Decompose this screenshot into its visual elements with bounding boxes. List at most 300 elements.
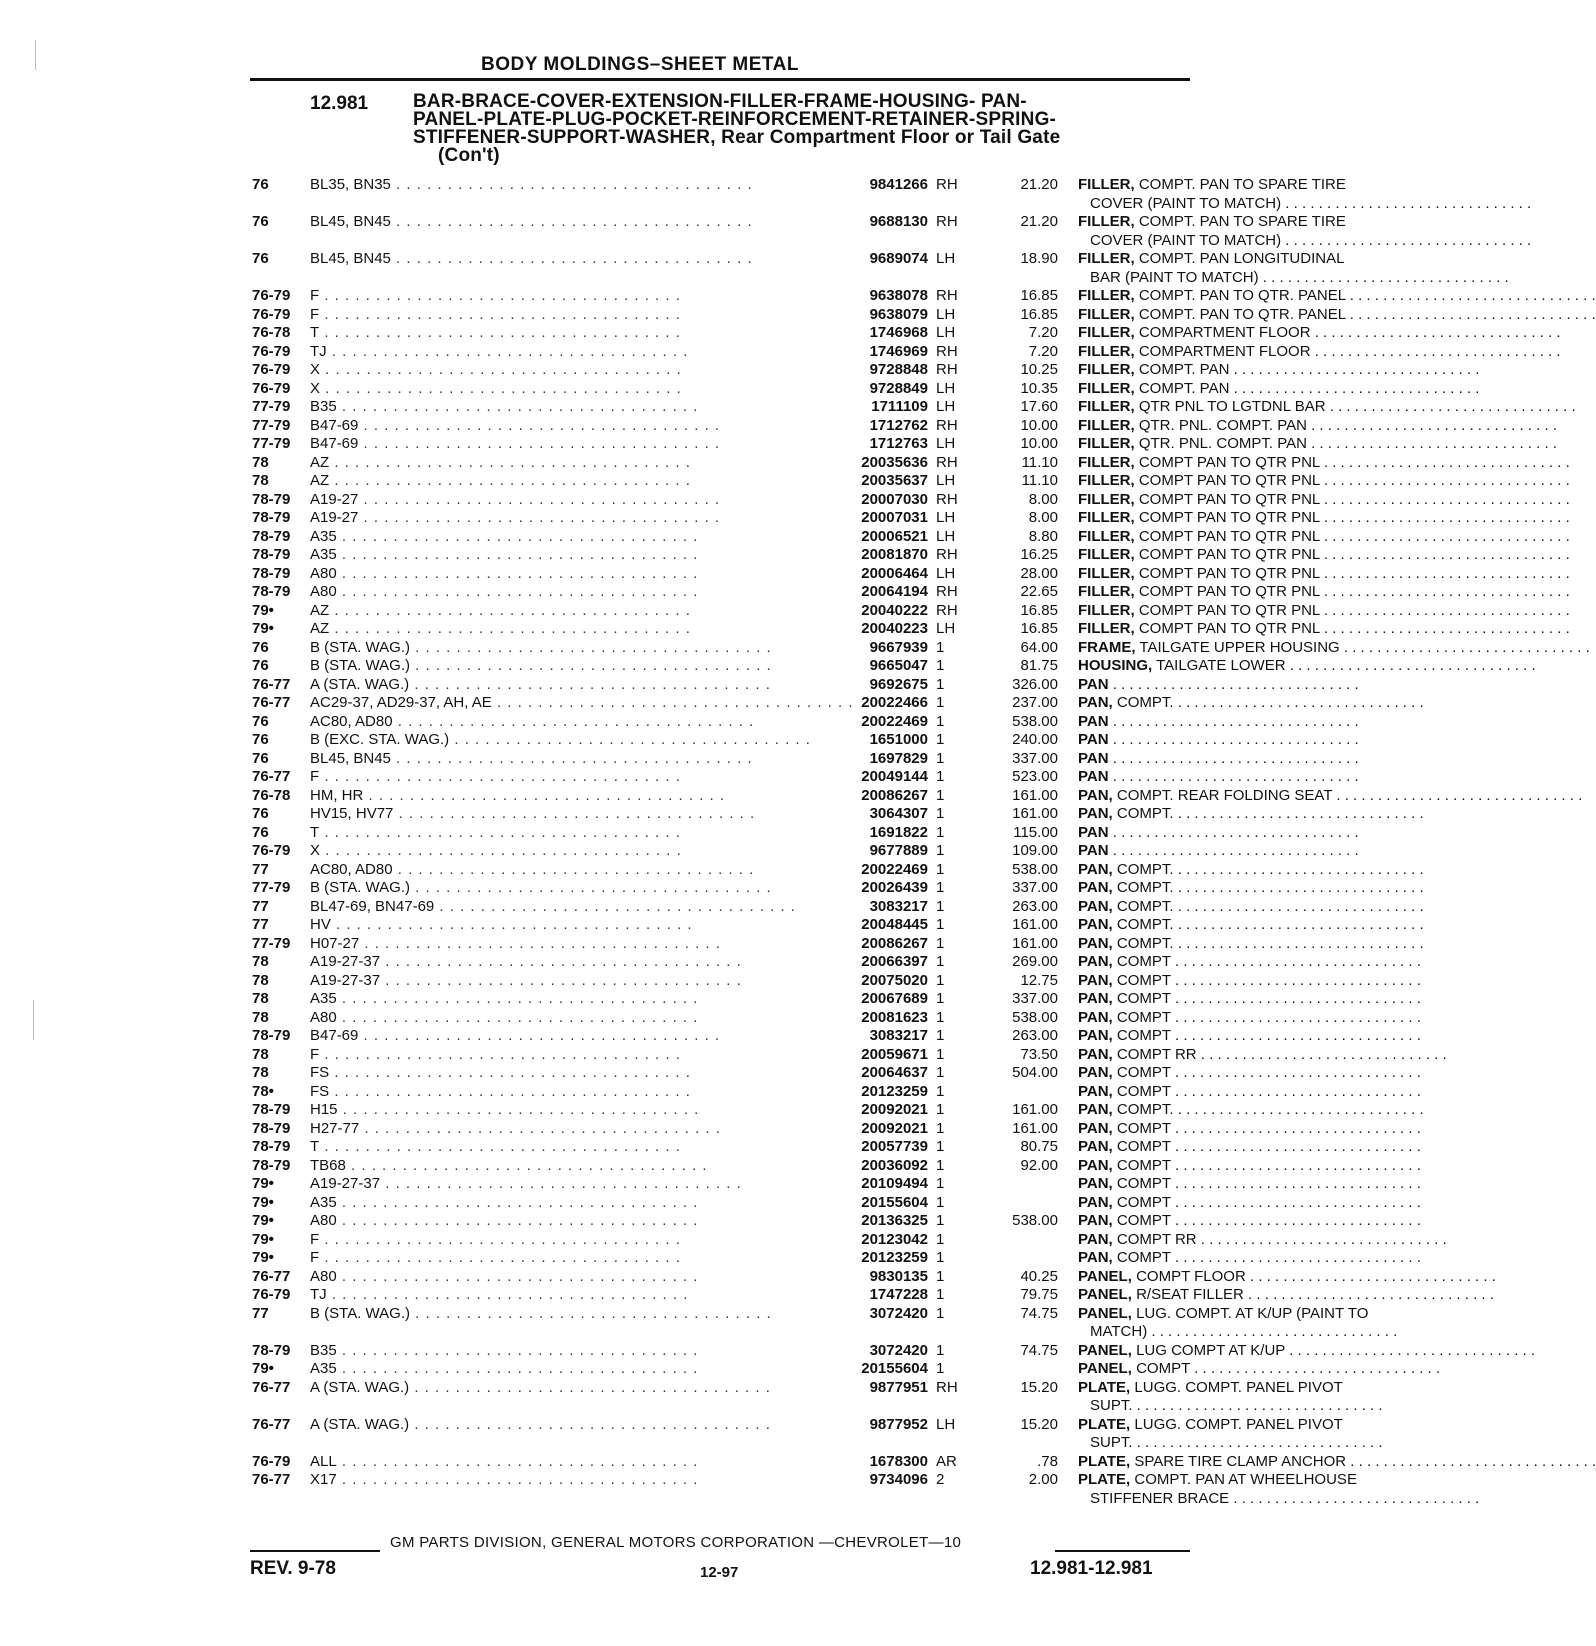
model-cell [310, 324, 810, 343]
table-row [252, 1360, 1441, 1379]
table-row [252, 712, 1359, 732]
price: 16.85 [1020, 287, 1058, 304]
leader-dots: . . . . . . . . . . . . . . . . . . . . . . . . . . . . . . [1319, 546, 1570, 563]
leader-dots: . . . . . . . . . . . . . . . . . . . . . . . . . . . . . . . . . . . [336, 1360, 699, 1377]
leader-dots: . . . . . . . . . . . . . . . . . . . . . . . . . . . . . . [1243, 1286, 1494, 1303]
table-row [252, 1230, 1447, 1250]
leader-dots: . . . . . . . . . . . . . . . . . . . . . . . . . . . . . . . . . . . [392, 712, 755, 730]
item-name: PAN, [1078, 1193, 1113, 1211]
quantity: 1 [936, 1193, 945, 1211]
model-code: A19-27 [310, 490, 359, 508]
quantity: 1 [936, 1341, 945, 1359]
model-year: 78 [252, 953, 269, 970]
model-code: X [310, 379, 321, 397]
table-row [252, 1101, 1424, 1120]
item-name: FILLER, [1078, 324, 1135, 341]
part-number: 20007030 [861, 490, 928, 508]
leader-dots: . . . . . . . . . . . . . . . . . . . . . . . . . . . . . . . . . . . [345, 1156, 708, 1174]
item-name: FILLER, [1078, 490, 1135, 508]
description-text: COMPT [1116, 1138, 1171, 1155]
description-text: COMPT. [1116, 916, 1174, 933]
model-year: 76-77 [252, 1415, 291, 1433]
description [1078, 250, 1509, 287]
description [1078, 1416, 1444, 1453]
quantity: LH [936, 527, 956, 545]
leader-dots: . . . . . . . . . . . . . . . . . . . . . . . . . . . . . . . . . . . [409, 675, 771, 693]
description [1078, 1305, 1444, 1342]
description-line [1078, 342, 1561, 362]
price: 538.00 [1012, 860, 1058, 878]
description [1078, 768, 1444, 787]
model-year: 76 [252, 250, 269, 267]
description-text: COMPT RR [1116, 1230, 1197, 1248]
leader-dots: . . . . . . . . . . . . . . . . . . . . . . . . . . . . . . [1170, 1138, 1421, 1155]
description [1078, 527, 1570, 547]
leader-dots: . . . . . . . . . . . . . . . . . . . . . . . . . . . . . . [1170, 971, 1421, 989]
description [1078, 1212, 1444, 1231]
quantity: RH [936, 416, 958, 434]
description-line [1078, 786, 1583, 806]
table-row [252, 509, 1570, 528]
model-year: 79• [252, 1212, 274, 1229]
quantity: 2 [936, 1471, 945, 1488]
model-year: 77-79 [252, 435, 291, 452]
quantity: 1 [936, 805, 945, 822]
quantity: 1 [936, 1082, 945, 1100]
quantity: LH [936, 620, 956, 637]
model-code: A35 [310, 1360, 337, 1377]
item-name: FRAME, [1078, 638, 1136, 656]
model-code: TB68 [310, 1156, 346, 1174]
quantity: LH [936, 379, 956, 397]
description-line [1078, 1286, 1494, 1305]
leader-dots: . . . . . . . . . . . . . . . . . . . . . . . . . . . . . . [1170, 1027, 1421, 1044]
item-name: PAN, [1078, 916, 1113, 933]
description [1078, 916, 1444, 935]
description [1078, 1286, 1494, 1305]
item-name: FILLER, [1078, 509, 1135, 526]
leader-dots: . . . . . . . . . . . . . . . . . . . . . . . . . . . . . . [1173, 879, 1424, 896]
description-line [1078, 1138, 1444, 1157]
part-number: 1651000 [869, 731, 928, 748]
model-code: H27-77 [310, 1119, 360, 1137]
table-row [252, 620, 1570, 639]
table-row [252, 1267, 1496, 1287]
part-number: 20049144 [861, 768, 928, 785]
leader-dots: . . . . . . . . . . . . . . . . . . . . . . . . . . . . . . [1170, 1212, 1421, 1229]
model-year: 78-79 [252, 1341, 291, 1359]
model-year: 78-79 [252, 546, 291, 563]
model-cell [310, 454, 810, 473]
description-line [1078, 379, 1480, 399]
description-line [1078, 972, 1444, 991]
model-year: 76-79 [252, 842, 291, 859]
price: 8.00 [1028, 490, 1058, 508]
item-name: PAN [1078, 823, 1109, 841]
description-text: LUGG. COMPT. PANEL PIVOT [1134, 1415, 1343, 1433]
description-line [1078, 416, 1557, 436]
part-number: 1678300 [869, 1452, 928, 1470]
model-cell [310, 1360, 810, 1379]
leader-dots: . . . . . . . . . . . . . . . . . . . . . . . . . . . . . . [1285, 1341, 1536, 1359]
part-number: 20067689 [861, 990, 928, 1007]
quantity: RH [936, 342, 958, 360]
model-code: T [310, 324, 320, 341]
description [1078, 620, 1570, 639]
quantity: RH [936, 601, 958, 619]
table-row [252, 527, 1570, 547]
price: 10.35 [1020, 379, 1058, 397]
leader-dots: . . . . . . . . . . . . . . . . . . . . . . . . . . . . . . [1281, 231, 1532, 249]
item-name: PAN, [1078, 1230, 1113, 1248]
model-year: 76 [252, 731, 269, 748]
part-number: 20022469 [861, 712, 928, 730]
price: 263.00 [1012, 1027, 1058, 1044]
part-number: 20136325 [861, 1212, 928, 1229]
table-row [252, 749, 1359, 769]
description-line [1078, 750, 1444, 769]
model-cell [310, 546, 810, 565]
item-name: FILLER, [1078, 361, 1135, 378]
price: 337.00 [1012, 749, 1058, 767]
item-name: PAN, [1078, 1064, 1113, 1081]
table-row [252, 657, 1536, 676]
item-name: FILLER, [1078, 287, 1135, 304]
description-line [1078, 194, 1532, 214]
price: 161.00 [1012, 916, 1058, 933]
description-text: LUG COMPT AT K/UP [1136, 1341, 1286, 1359]
part-number: 1712762 [869, 416, 928, 434]
item-name: FILLER, [1078, 601, 1135, 619]
description-line [1078, 638, 1590, 658]
model-code: A19-27 [310, 509, 359, 526]
part-number: 3064307 [869, 805, 928, 822]
leader-dots: . . . . . . . . . . . . . . . . . . . . . . . . . . . . . . . . . . . [336, 546, 699, 563]
quantity: LH [936, 435, 956, 452]
price: 11.10 [1021, 453, 1058, 471]
description-text: LUGG. COMPT. PANEL PIVOT [1134, 1378, 1343, 1396]
model-code: F [310, 1249, 320, 1266]
table-row [252, 805, 1424, 824]
quantity: RH [936, 361, 958, 378]
item-name: FILLER, [1078, 435, 1135, 452]
model-cell [310, 398, 810, 417]
quantity: LH [936, 564, 956, 582]
description [1078, 416, 1557, 436]
model-code: A35 [310, 1193, 337, 1211]
part-number: 9841266 [869, 176, 928, 193]
item-name: PAN, [1078, 1249, 1113, 1266]
model-year: 76-79 [252, 361, 291, 378]
quantity: RH [936, 583, 958, 600]
description [1078, 1267, 1496, 1287]
model-code: H15 [310, 1101, 338, 1118]
price: 240.00 [1012, 731, 1058, 748]
description [1078, 1045, 1447, 1065]
price: 92.00 [1020, 1156, 1058, 1174]
price: 7.20 [1028, 342, 1058, 360]
model-year: 78-79 [252, 1156, 291, 1174]
model-cell [310, 361, 810, 380]
item-name: FILLER, [1078, 472, 1135, 489]
description [1078, 1064, 1444, 1083]
model-cell [310, 250, 810, 269]
description-line [1078, 805, 1444, 824]
description-line [1078, 1027, 1444, 1046]
model-cell [310, 343, 810, 362]
description [1078, 472, 1570, 491]
description-line [1078, 435, 1557, 454]
table-row [252, 416, 1557, 436]
table-row [252, 1415, 1383, 1453]
part-number: 20081623 [861, 1008, 928, 1026]
leader-dots: . . . . . . . . . . . . . . . . . . . . . . . . . . . . . . [1345, 287, 1596, 304]
leader-dots: . . . . . . . . . . . . . . . . . . . . . . . . . . . . . . [1196, 1230, 1447, 1248]
leader-dots: . . . . . . . . . . . . . . . . . . . . . . . . . . . . . . [1306, 416, 1557, 434]
leader-dots: . . . . . . . . . . . . . . . . . . . . . . . . . . . . . . . . . . . [336, 564, 699, 582]
description-line [1078, 935, 1444, 954]
table-row [252, 379, 1480, 399]
model-cell [310, 1268, 810, 1287]
leader-dots: . . . . . . . . . . . . . . . . . . . . . . . . . . . . . . [1310, 324, 1561, 341]
price: 16.25 [1020, 546, 1058, 563]
model-code: A35 [310, 527, 337, 545]
description [1078, 824, 1444, 843]
quantity: LH [936, 1415, 956, 1433]
quantity: 1 [936, 768, 945, 785]
description-line [1078, 1397, 1444, 1416]
model-year: 78-79 [252, 1027, 291, 1044]
leader-dots: . . . . . . . . . . . . . . . . . . . . . . . . . . . . . . . . . . . [409, 1415, 771, 1433]
item-name: FILLER, [1078, 583, 1135, 600]
description [1078, 1471, 1480, 1508]
description-line [1078, 324, 1561, 343]
model-code: B47-69 [310, 435, 359, 452]
description-text: COMPT PAN TO QTR PNL [1138, 453, 1320, 471]
description-line [1078, 731, 1444, 750]
quantity: LH [936, 398, 956, 415]
description-text: COMPT. PAN LONGITUDINAL [1138, 250, 1345, 267]
model-cell [310, 1120, 810, 1139]
part-number: 20109494 [861, 1175, 928, 1192]
leader-dots: . . . . . . . . . . . . . . . . . . . . . . . . . . . . . . . . . . . [359, 934, 721, 952]
description [1078, 1230, 1447, 1250]
description-line [1078, 1452, 1596, 1472]
quantity: 1 [936, 1360, 945, 1377]
description [1078, 1120, 1444, 1139]
model-year: 76-78 [252, 786, 291, 804]
price: 15.20 [1020, 1378, 1058, 1396]
part-number: 20036092 [861, 1156, 928, 1174]
description-text: STIFFENER BRACE [1090, 1489, 1230, 1507]
description-line [1078, 842, 1444, 861]
description [1078, 750, 1444, 769]
model-code: B (STA. WAG.) [310, 879, 410, 896]
description-line [1078, 1360, 1444, 1379]
table-row [252, 953, 1421, 972]
page-title: BODY MOLDINGS–SHEET METAL [481, 54, 799, 75]
description [1078, 861, 1444, 880]
item-name: PANEL, [1078, 1304, 1132, 1322]
part-number: 20048445 [861, 916, 928, 933]
model-code: B35 [310, 1341, 337, 1359]
price: 18.90 [1020, 250, 1058, 267]
description [1078, 898, 1444, 917]
description-text: COMPT [1116, 1082, 1171, 1100]
section-title-line: (Con't) [438, 145, 500, 166]
item-name: PAN, [1078, 694, 1113, 711]
description-text: COMPT. PAN TO QTR. PANEL [1138, 305, 1346, 323]
price: 326.00 [1012, 675, 1058, 693]
leader-dots: . . . . . . . . . . . . . . . . . . . . . . . . . . . . . . [1285, 657, 1536, 674]
model-cell [310, 287, 810, 306]
leader-dots: . . . . . . . . . . . . . . . . . . . . . . . . . . . . . . [1170, 1175, 1421, 1192]
leader-dots: . . . . . . . . . . . . . . . . . . . . . . . . . . . . . . [1147, 1323, 1398, 1340]
model-year: 79• [252, 1230, 274, 1248]
leader-dots: . . . . . . . . . . . . . . . . . . . . . . . . . . . . . . . . . . . [390, 176, 753, 193]
leader-dots: . . . . . . . . . . . . . . . . . . . . . . . . . . . . . . [1170, 1064, 1421, 1081]
leader-dots: . . . . . . . . . . . . . . . . . . . . . . . . . . . . . . [1346, 1452, 1596, 1470]
price: 161.00 [1012, 805, 1058, 822]
item-name: PAN [1078, 675, 1109, 693]
header-rule [250, 78, 1190, 81]
price: 74.75 [1020, 1304, 1058, 1322]
model-code: A35 [310, 990, 337, 1007]
footer-rule [1055, 1550, 1190, 1552]
quantity: 1 [936, 1249, 945, 1266]
leader-dots: . . . . . . . . . . . . . . . . . . . . . . . . . . . . . . . . . . . [380, 1175, 742, 1192]
item-name: FILLER, [1078, 213, 1135, 230]
quantity: 1 [936, 731, 945, 748]
quantity: 1 [936, 1119, 945, 1137]
leader-dots: . . . . . . . . . . . . . . . . . . . . . . . . . . . . . . [1281, 194, 1532, 212]
leader-dots: . . . . . . . . . . . . . . . . . . . . . . . . . . . . . . [1170, 1008, 1421, 1026]
description-text: COMPT. [1116, 934, 1174, 952]
description-text: COMPT [1116, 1212, 1171, 1229]
model-cell [310, 805, 810, 824]
model-year: 78-79 [252, 1138, 291, 1155]
price: 81.75 [1020, 657, 1058, 674]
part-number: 1746969 [869, 342, 928, 360]
item-name: PAN, [1078, 1119, 1113, 1137]
description-line [1078, 1175, 1444, 1194]
item-name: FILLER, [1078, 379, 1135, 397]
model-cell [310, 676, 810, 695]
description [1078, 842, 1444, 861]
part-number: 20123259 [861, 1249, 928, 1266]
model-cell [310, 509, 810, 528]
leader-dots: . . . . . . . . . . . . . . . . . . . . . . . . . . . . . . [1189, 1360, 1441, 1377]
description-text: MATCH) [1090, 1323, 1148, 1340]
model-code: AC29-37, AD29-37, AH, AE [310, 694, 492, 711]
part-number: 1747228 [869, 1286, 928, 1303]
price: 2.00 [1028, 1471, 1058, 1488]
description-line [1078, 1341, 1536, 1361]
price: 10.25 [1020, 361, 1058, 378]
model-code: ALL [310, 1452, 337, 1470]
model-cell [310, 472, 810, 491]
item-name: PAN, [1078, 1027, 1113, 1044]
model-year: 78-79 [252, 490, 291, 508]
description [1078, 453, 1570, 473]
part-number: 20059671 [861, 1045, 928, 1063]
model-cell [310, 620, 810, 639]
description-line [1078, 287, 1596, 306]
item-name: PAN, [1078, 805, 1113, 822]
description [1078, 546, 1570, 565]
price: 523.00 [1012, 768, 1058, 785]
description-text: COMPT PAN TO QTR PNL [1138, 509, 1320, 526]
description-text: COMPT. REAR FOLDING SEAT [1116, 786, 1333, 804]
part-number: 20007031 [861, 509, 928, 526]
description [1078, 1194, 1444, 1213]
table-row [252, 342, 1561, 362]
model-cell [310, 380, 810, 399]
price: 269.00 [1012, 953, 1058, 970]
price: 11.10 [1021, 472, 1058, 489]
leader-dots: . . . . . . . . . . . . . . . . . . . . . . . . . . . . . . . . . . . [329, 620, 691, 637]
description-line [1078, 1157, 1444, 1176]
price: 538.00 [1012, 1008, 1058, 1026]
part-number: 20092021 [861, 1119, 928, 1137]
model-year: 79• [252, 1249, 274, 1266]
quantity: RH [936, 546, 958, 563]
quantity: 1 [936, 638, 945, 656]
table-row [252, 1341, 1536, 1361]
model-year: 79• [252, 1360, 274, 1377]
part-number: 20040223 [861, 620, 928, 637]
model-code: AC80, AD80 [310, 712, 393, 730]
table-row [252, 1304, 1398, 1342]
part-number: 20006521 [861, 527, 928, 545]
model-code: A80 [310, 564, 337, 582]
quantity: LH [936, 509, 956, 526]
description-line [1078, 1120, 1444, 1139]
part-number: 20155604 [861, 1360, 928, 1377]
description-text: COMPT RR [1116, 1045, 1197, 1063]
description-text: TAILGATE UPPER HOUSING [1139, 638, 1340, 656]
description-line [1078, 472, 1570, 491]
description [1078, 1101, 1444, 1120]
table-row [252, 472, 1570, 491]
price: 79.75 [1020, 1286, 1058, 1303]
item-name: PAN, [1078, 990, 1113, 1007]
model-cell [310, 1286, 810, 1305]
description-text: COMPT FLOOR [1136, 1267, 1246, 1285]
model-cell [310, 824, 810, 843]
description [1078, 1009, 1444, 1028]
description-text: COMPT PAN TO QTR PNL [1138, 583, 1320, 600]
table-row [252, 860, 1424, 880]
part-number: 20022466 [861, 694, 928, 711]
leader-dots: . . . . . . . . . . . . . . . . . . . . . . . . . . . . . . [1132, 1397, 1383, 1414]
price: 538.00 [1012, 712, 1058, 730]
leader-dots: . . . . . . . . . . . . . . . . . . . . . . . . . . . . . . [1258, 268, 1509, 286]
description [1078, 1175, 1444, 1194]
price: .78 [1037, 1452, 1058, 1470]
description-text: COMPT [1116, 1175, 1171, 1192]
table-row [252, 1156, 1421, 1176]
quantity: 1 [936, 1267, 945, 1285]
model-year: 76-79 [252, 305, 291, 323]
model-code: B47-69 [310, 416, 359, 434]
leader-dots: . . . . . . . . . . . . . . . . . . . . . . . . . . . . . . . . . . . [319, 1230, 681, 1248]
description [1078, 1157, 1444, 1176]
item-name: FILLER, [1078, 250, 1135, 267]
description-line [1078, 1489, 1480, 1509]
leader-dots: . . . . . . . . . . . . . . . . . . . . . . . . . . . . . . . . . . . [326, 342, 689, 360]
part-number: 1697829 [869, 749, 928, 767]
